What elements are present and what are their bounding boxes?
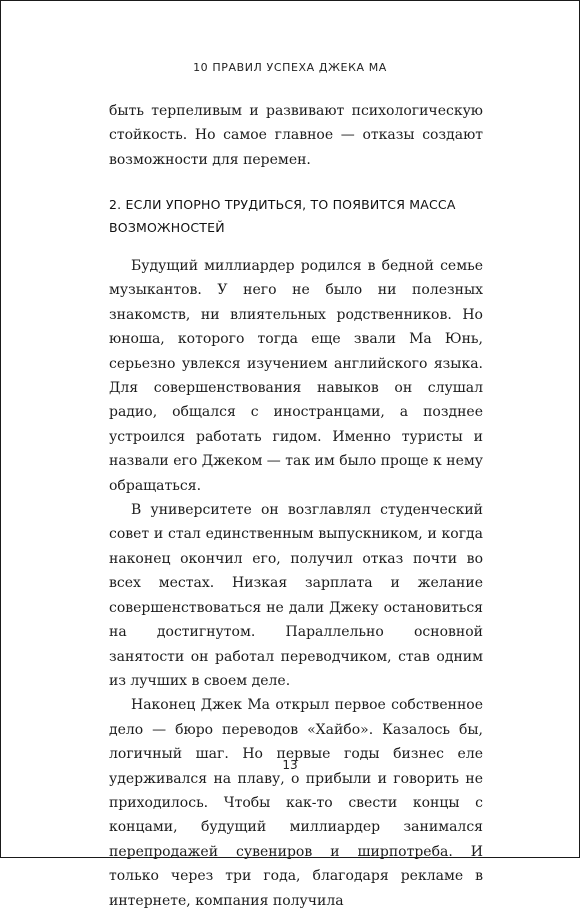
page-number: 13 [282, 758, 298, 772]
paragraph: быть терпеливым и развивают психологическую стойкость. Но самое главное — отказы создают возможности для перемен. [109, 103, 483, 168]
section-body [109, 254, 483, 913]
running-head: 10 ПРАВИЛ УСПЕХА ДЖЕКА МА [193, 61, 387, 74]
continuation-text [109, 99, 483, 172]
paragraph: Будущий миллиардер родился в бедной семье музыкантов. У него не было ни полезных знакомств, ни влиятельных родственников. Но юноша, которого тогда еще звали Ма Юнь, серьезно увлекся изучением английского языка. Для совершенствования навыков он слушал радио, общался с иностранцами, а позднее устроился работать гидом. Именно туристы и назвали его Джеком — так им было проще к нему обращаться. [109, 258, 483, 494]
paragraph: В университете он возглавлял студенческий совет и стал единственным выпускником, и когда наконец окончил его, получил отказ почти во всех местах. Низкая зарплата и желание совершенствоваться не дали Джеку остановиться на достигнутом. Параллельно основной занятости он работал переводчиком, став одним из лучших в своем деле. [109, 502, 483, 689]
section-heading: 2. ЕСЛИ УПОРНО ТРУДИТЬСЯ, ТО ПОЯВИТСЯ МАССА ВОЗМОЖНОСТЕЙ [109, 197, 456, 235]
paragraph: Наконец Джек Ма открыл первое собственное дело — бюро переводов «Хайбо». Казалось бы, логичный шаг. Но первые годы бизнес еле удерживался на плаву, о прибыли и говорить не приходилось. Чтобы как-то свести концы с концами, будущий миллиардер занимался перепродажей сувениров и ширпотреба. И только через три года, благодаря рекламе в интернете, компания получила [109, 697, 483, 909]
